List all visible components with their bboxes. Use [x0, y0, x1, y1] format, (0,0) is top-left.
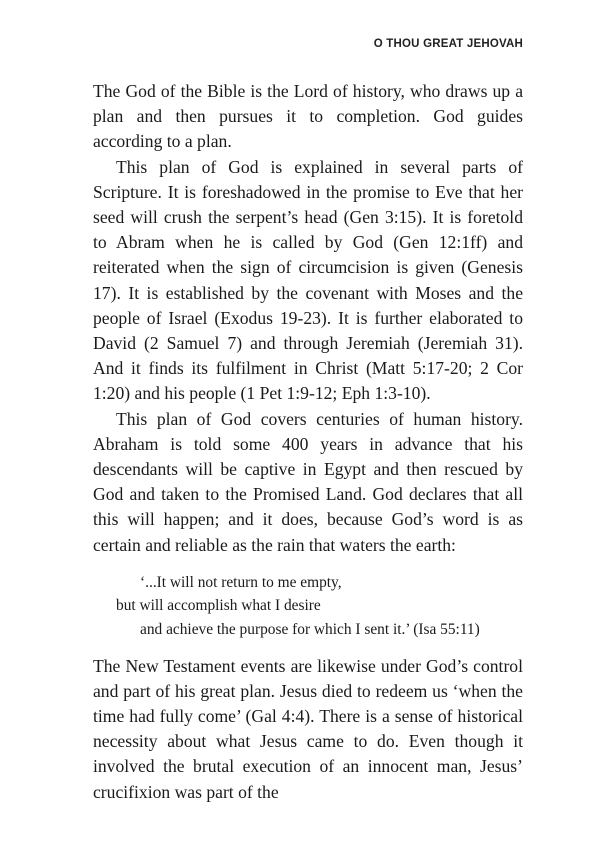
paragraph-3: This plan of God covers centuries of human history. Abraham is told some 400 years in advance that his descendants will be captive in Egypt and then rescued by God and taken to the Promised Land. God declares that all this will happen; and it does, because God’s word is as certain and reliable as the rain that waters the earth: [93, 408, 523, 555]
paragraph-4: The New Testament events are likewise under God’s control and part of his great plan. Jesus died to redeem us ‘when the time had fully come’ (Gal 4:4). There is a sense of historical necessity about what Jesus came to do. Even though it involved the brutal execution of an innocent man, Jesus’ crucifixion was part of the [93, 655, 523, 802]
paragraph-2: This plan of God is explained in several parts of Scripture. It is foreshadowed in the promise to Eve that her seed will crush the serpent’s head (Gen 3:15). It is foretold to Abram when he is called by God (Gen 12:1ff) and reiterated when the sign of circumcision is given (Genesis 17). It is established by the covenant with Moses and the people of Israel (Exodus 19-23). It is further elaborated to David (2 Samuel 7) and through Jeremiah (Jeremiah 31). And it finds its fulfilment in Christ (Matt 5:17-20; 2 Cor 1:20) and his people (1 Pet 1:9-12; Eph 1:3-10). [93, 156, 523, 404]
quote-line-1: ‘...It will not return to me empty, [140, 573, 342, 591]
body-text [93, 79, 523, 805]
quote-line-3: and achieve the purpose for which I sent it.’ (Isa 55:11) [140, 621, 480, 639]
running-head: O THOU GREAT JEHOVAH [373, 38, 523, 50]
quote-line-2: but will accomplish what I desire [116, 597, 321, 615]
scripture-quote [93, 571, 523, 642]
paragraph-1: The God of the Bible is the Lord of history, who draws up a plan and then pursues it to completion. God guides according to a plan. [93, 81, 523, 152]
